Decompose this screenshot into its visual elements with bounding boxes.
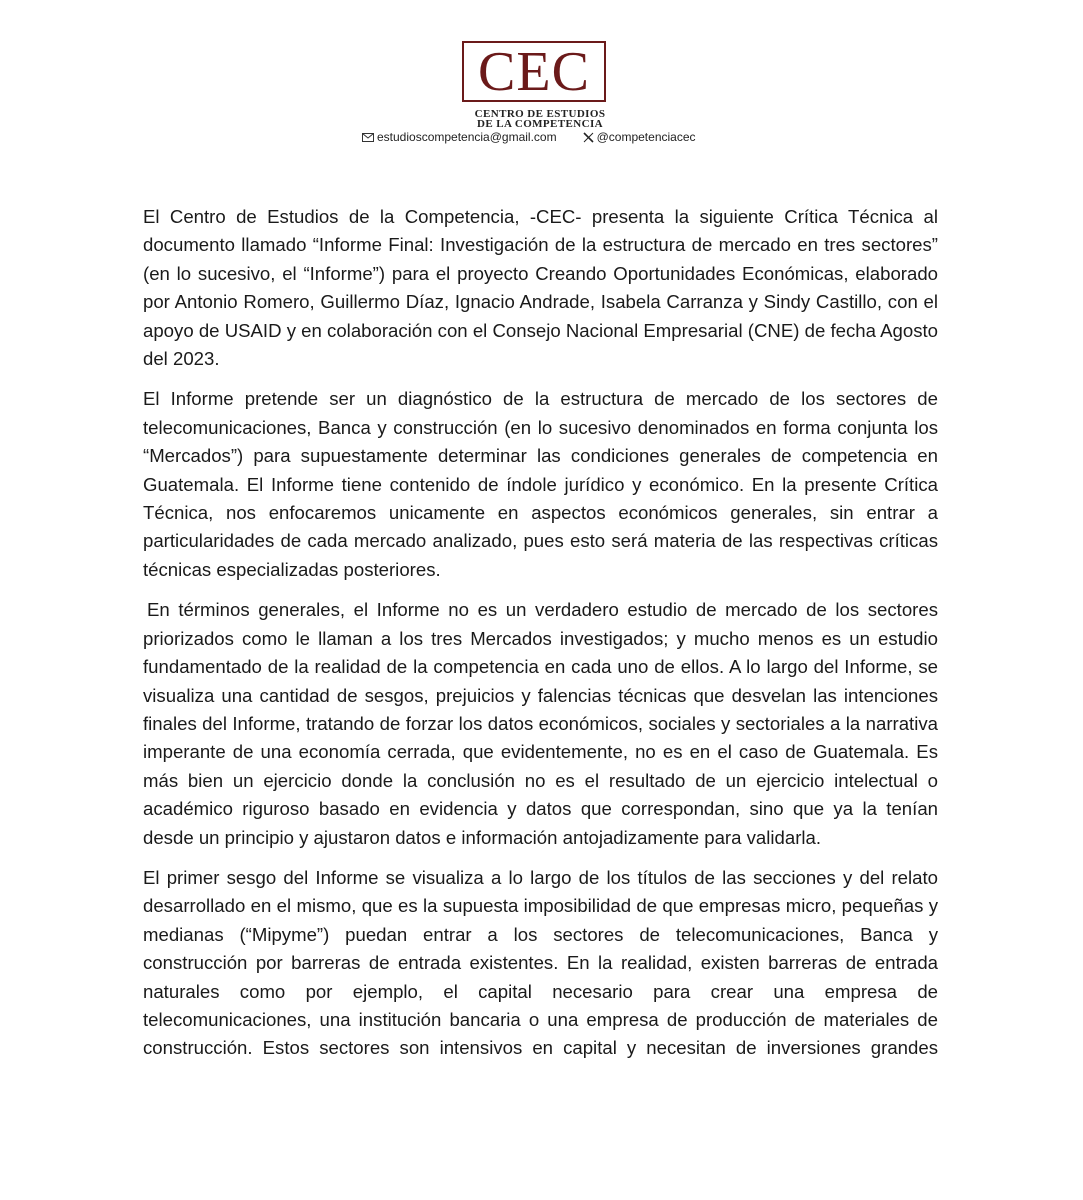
contact-line	[362, 130, 696, 144]
paragraph-1: El Centro de Estudios de la Competencia, -CEC- presenta la siguiente Crítica Técnica al documento llamado “Informe Final: Investigación de la estructura de mercado en tres sectores” (en lo sucesivo, el “Informe”) para el proyecto Creando Oportunidades Económicas, elaborado por Antonio Romero, Guillermo Díaz, Ignacio Andrade, Isabela Carranza y Sindy Castillo, con el apoyo de USAID y en colaboración con el Consejo Nacional Empresarial (CNE) de fecha Agosto del 2023.	[143, 206, 938, 370]
email-link[interactable]: estudioscompetencia@gmail.com	[377, 130, 557, 144]
social-handle[interactable]: @competenciacec	[596, 130, 696, 144]
cec-logo	[462, 41, 606, 102]
letterhead	[0, 38, 1083, 148]
org-name-line2: DE LA COMPETENCIA	[477, 118, 603, 130]
paragraph-4: El primer sesgo del Informe se visualiza a lo largo de los títulos de las secciones y del relato desarrollado en el mismo, que es la supuesta imposibilidad de que empresas micro, pequeñas y medianas (“Mipyme”) puedan entrar a los sectores de telecomunicaciones, Banca y construcción por barreras de entrada existentes. En la realidad, existen barreras de entrada naturales como por ejemplo, el capital necesario para crear una empresa de telecomunicaciones, una institución bancaria o una empresa de producción de materiales de construcción. Estos sectores son intensivos en capital y necesitan de inversiones grandes	[143, 866, 938, 1059]
envelope-icon	[362, 133, 374, 142]
logo-text: CEC	[478, 41, 590, 103]
logo-underline	[462, 101, 606, 102]
x-logo-icon	[583, 132, 594, 143]
paragraph-2: El Informe pretende ser un diagnóstico de la estructura de mercado de los sectores de telecomunicaciones, Banca y construcción (en lo sucesivo denominados en forma conjunta los “Mercados”) para supuestamente determinar las condiciones generales de competencia en Guatemala. El Informe tiene contenido de índole jurídico y económico. En la presente Crítica Técnica, nos enfocaremos unicamente en aspectos económicos generales, sin entrar a particularidades de cada mercado analizado, pues esto será materia de las respectivas críticas técnicas especializadas posteriores.	[143, 388, 938, 580]
paragraph-3: En términos generales, el Informe no es un verdadero estudio de mercado de los sectores priorizados como le llaman a los tres Mercados investigados; y mucho menos es un estudio fundamentado de la realidad de la competencia en cada uno de ellos. A lo largo del Informe, se visualiza una cantidad de sesgos, prejuicios y falencias técnicas que desvelan las intenciones finales del Informe, tratando de forzar los datos económicos, sociales y sectoriales a la narrativa imperante de una economía cerrada, que evidentemente, no es en el caso de Guatemala. Es más bien un ejercicio donde la conclusión no es el resultado de un ejercicio intelectual o académico riguroso basado en evidencia y datos que correspondan, sino que ya la tenían desde un principio y ajustaron datos e información antojadizamente para validarla.	[143, 599, 938, 848]
document-body	[143, 203, 938, 1075]
org-name-line1: CENTRO DE ESTUDIOS	[474, 108, 606, 120]
